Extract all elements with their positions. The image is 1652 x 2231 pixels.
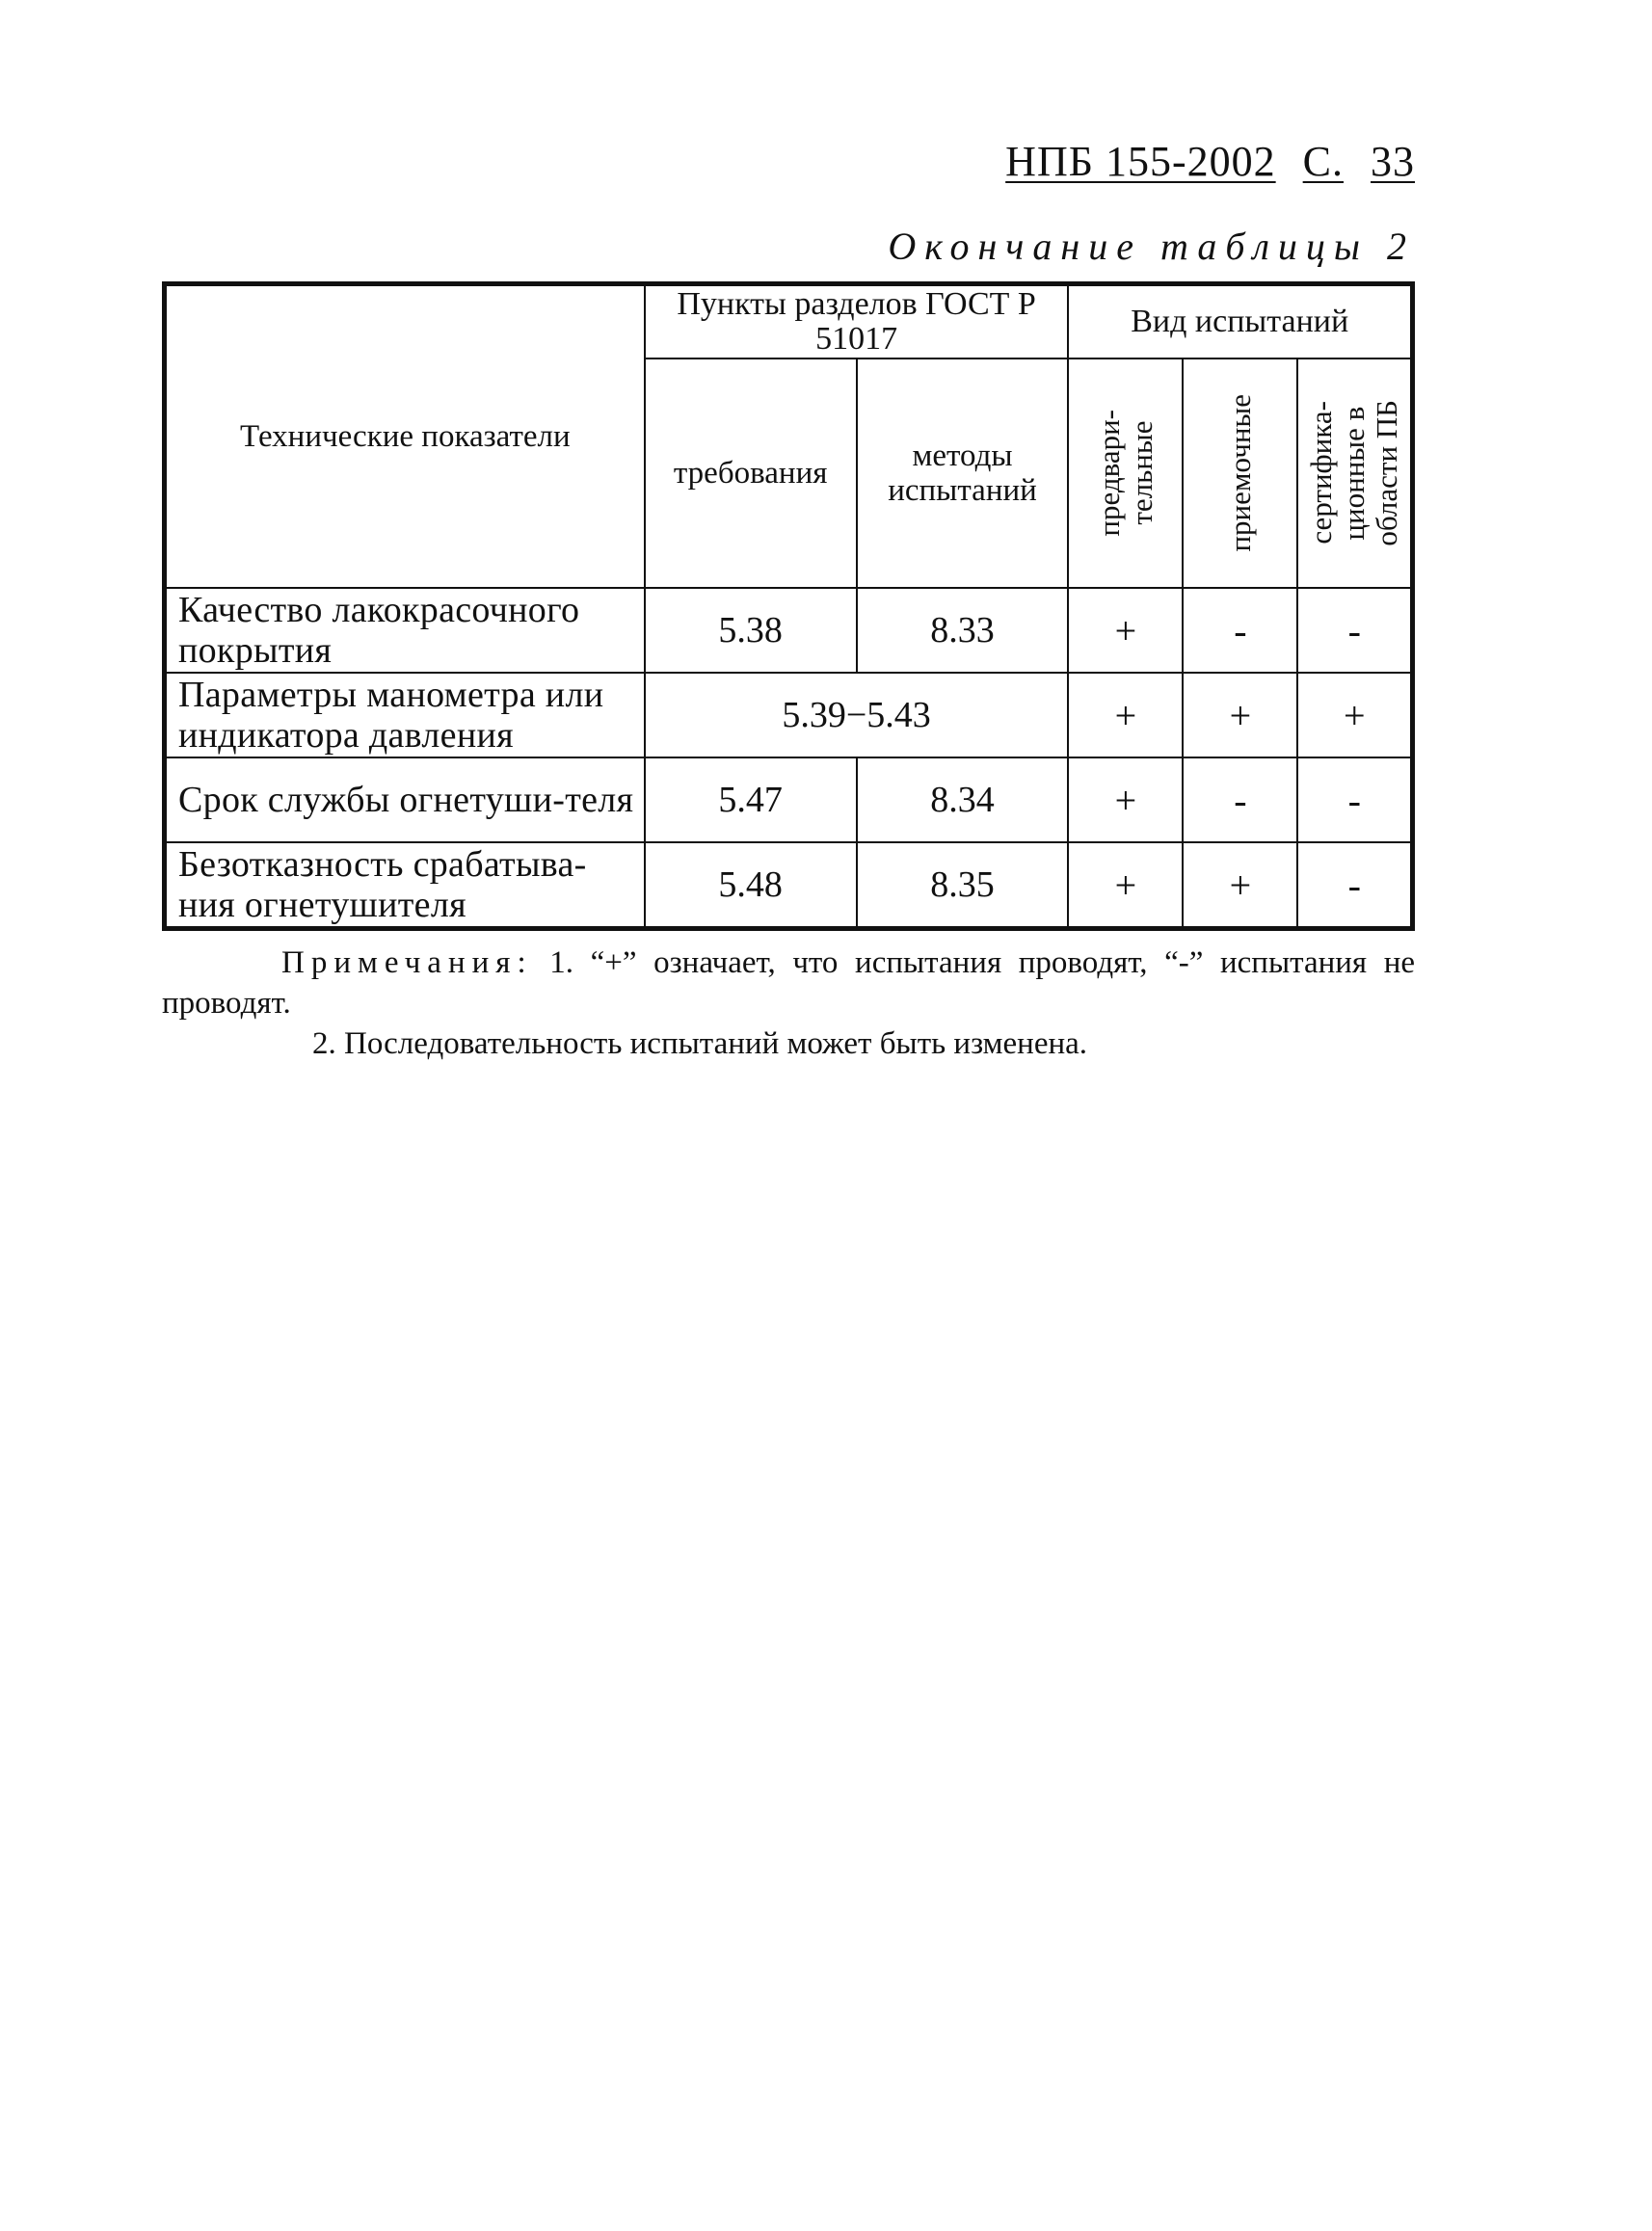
acceptance-mark: - xyxy=(1183,588,1297,673)
acceptance-mark: + xyxy=(1183,842,1297,929)
note-1 xyxy=(162,943,1415,1023)
requirements-value: 5.47 xyxy=(645,757,857,842)
merged-sections-value: 5.39−5.43 xyxy=(645,673,1069,757)
table-row xyxy=(165,842,1413,929)
requirements-value: 5.48 xyxy=(645,842,857,929)
document-code: НПБ 155-2002 xyxy=(1005,138,1276,185)
certification-mark: - xyxy=(1297,842,1412,929)
header-preliminary-cell xyxy=(1068,359,1183,588)
parameter-name: Безотказность срабатыва-ния огнетушителя xyxy=(165,842,645,929)
requirements-value: 5.38 xyxy=(645,588,857,673)
header-test-methods: методы испытаний xyxy=(857,359,1069,588)
certification-mark: - xyxy=(1297,588,1412,673)
notes-label: Примечания: xyxy=(281,945,533,980)
page-header xyxy=(1005,137,1415,186)
table-row xyxy=(165,757,1413,842)
header-gost-sections: Пункты разделов ГОСТ Р 51017 xyxy=(645,284,1069,359)
table-row xyxy=(165,588,1413,673)
notes xyxy=(162,943,1415,1064)
note-2: 2. Последовательность испытаний может быть изменена. xyxy=(312,1026,1088,1061)
parameter-name: Качество лакокрасочного покрытия xyxy=(165,588,645,673)
acceptance-mark: - xyxy=(1183,757,1297,842)
preliminary-mark: + xyxy=(1068,673,1183,757)
methods-value: 8.34 xyxy=(857,757,1069,842)
table-row xyxy=(165,673,1413,757)
note-1-text: 1. “+” означает, что испытания проводят, “-” испытания не проводят. xyxy=(162,945,1416,1021)
preliminary-mark: + xyxy=(1068,588,1183,673)
parameter-name: Срок службы огнетуши-теля xyxy=(165,757,645,842)
certification-mark: - xyxy=(1297,757,1412,842)
header-technical-parameters: Технические показатели xyxy=(165,284,645,589)
header-test-type: Вид испытаний xyxy=(1068,284,1412,359)
header-acceptance: приемочные xyxy=(1222,394,1257,552)
preliminary-mark: + xyxy=(1068,842,1183,929)
page-number: 33 xyxy=(1371,138,1415,185)
header-preliminary: предвари- тельные xyxy=(1091,410,1159,537)
header-acceptance-cell xyxy=(1183,359,1297,588)
table-caption: Окончание таблицы 2 xyxy=(888,225,1415,268)
methods-value: 8.35 xyxy=(857,842,1069,929)
header-certification-cell xyxy=(1297,359,1412,588)
header-certification: сертифика- ционные в области ПБ xyxy=(1304,400,1404,546)
methods-value: 8.33 xyxy=(857,588,1069,673)
spec-table xyxy=(162,281,1415,931)
parameter-name: Параметры манометра или индикатора давления xyxy=(165,673,645,757)
acceptance-mark: + xyxy=(1183,673,1297,757)
page-label: С. xyxy=(1302,138,1344,185)
certification-mark: + xyxy=(1297,673,1412,757)
header-requirements: требования xyxy=(645,359,857,588)
preliminary-mark: + xyxy=(1068,757,1183,842)
